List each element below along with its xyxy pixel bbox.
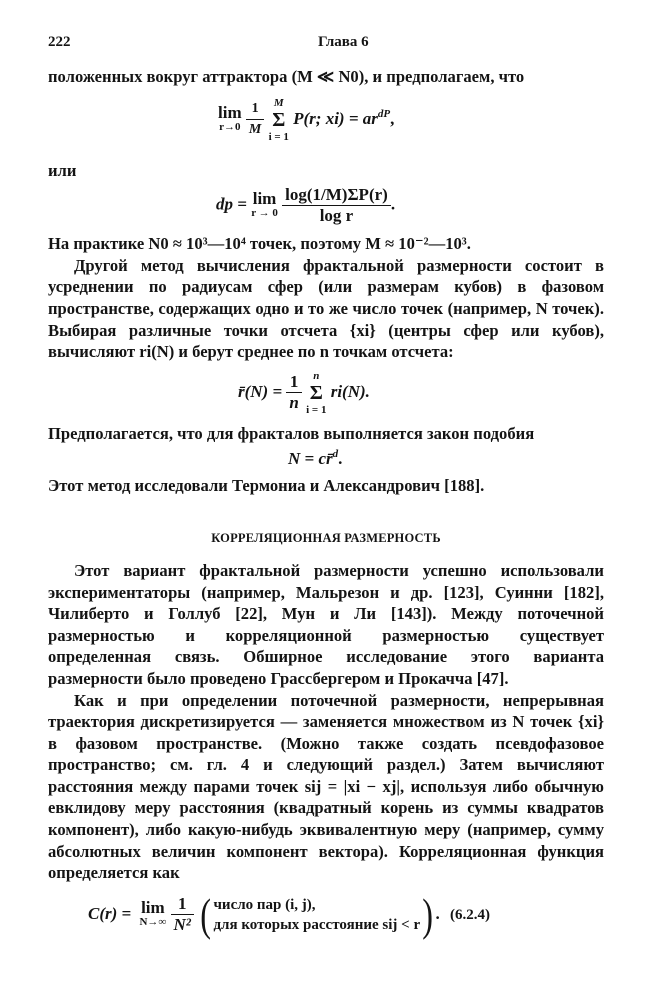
eq1-sum-top: M bbox=[273, 96, 284, 109]
eq5-line2: для которых расстояние sij < r bbox=[213, 916, 421, 933]
equation-3 bbox=[238, 369, 604, 421]
equation-5: C(r) = lim N→∞ $\frac{1}{\text{N²}}$ ( число пар (i, j), для которых расстояние sij < r ) . (6.2.4) bbox=[88, 888, 490, 940]
eq5-lim-sub: N→∞ bbox=[139, 915, 167, 928]
eq3-sum-top: n bbox=[313, 369, 320, 382]
eq1-lim: lim bbox=[218, 102, 242, 122]
or-word: или bbox=[48, 160, 77, 180]
eq2-lim-sub: r → 0 bbox=[251, 206, 278, 219]
eq2-tail: . bbox=[390, 194, 396, 214]
eq2-lim: lim bbox=[252, 188, 277, 208]
running-header bbox=[48, 30, 604, 54]
equation-2 bbox=[216, 185, 604, 231]
paragraph-4: Предполагается, что для фракталов выполняется закон подобия bbox=[48, 423, 535, 443]
paragraph-2: На практике N0 ≈ 10³—10⁴ точек, поэтому M ≈ 10⁻²—10³. bbox=[48, 234, 471, 254]
eq2-den: log r bbox=[319, 206, 354, 226]
eq4-tail: . bbox=[338, 449, 343, 469]
eq5-line1: число пар (i, j), bbox=[213, 896, 316, 913]
eq1-sum-bot: i = 1 bbox=[268, 130, 289, 143]
page-number: 222 bbox=[48, 34, 71, 50]
eq4-text: N = cr̄ bbox=[288, 449, 333, 469]
chapter-title: Глава 6 bbox=[318, 34, 369, 50]
eq3-sum: Σ bbox=[309, 381, 323, 404]
eq2-lhs: dp = bbox=[216, 194, 247, 214]
paragraph-7: Как и при определении поточечной размерности, непрерывная траектория дискретизируется — заменяется множеством из N точек {xi} в фазовом пространстве. (Можно также создать псевдофазовое пространство; см. гл. 4 и следующий раздел.) Затем вычисляют расстояния между парами точек sij = |xi − xj|, используя либо обычную евклидову меру расстояния (квадратный корень из суммы квадратов компонент), либо какую-нибудь эквивалентную меру (например, сумму абсолютных величин компонент вектора). Корреляционная функция определяется как bbox=[48, 690, 604, 883]
eq3-den: n bbox=[289, 393, 299, 413]
eq5-lim: lim bbox=[141, 897, 165, 917]
eq1-body: P(r; xi) = ar bbox=[293, 108, 378, 128]
equation-4 bbox=[288, 448, 604, 469]
eq4-exp: d bbox=[332, 448, 339, 461]
eq1-lim-sub: r→0 bbox=[219, 120, 241, 133]
paragraph-6: Этот вариант фрактальной размерности успешно использовали экспериментаторы (например, Мальрезон и др. [123], Суинни [182], Чилиберто и Голлуб [22], Мун и Ли [143]). Между поточечной размерностью и корреляционной размерностью существует определенная связь. Обширное исследование этого варианта размерности было проведено Грассбергером и Прокачча [47]. bbox=[48, 560, 604, 688]
eq2-num: log(1/M)ΣP(r) bbox=[282, 185, 391, 206]
eq3-lhs: r̄(N) = bbox=[238, 381, 283, 401]
section-title: КОРРЕЛЯЦИОННАЯ РАЗМЕРНОСТЬ bbox=[211, 530, 441, 545]
eq3-num: 1 bbox=[286, 372, 301, 393]
eq5-num: 1 bbox=[171, 894, 194, 915]
eq3-sum-bot: i = 1 bbox=[306, 403, 327, 416]
eq1-den: M bbox=[248, 122, 262, 138]
eq3-body: ri(N). bbox=[330, 381, 370, 401]
equation-1 bbox=[218, 96, 604, 156]
paragraph-5: Этот метод исследовали Термониа и Александрович [188]. bbox=[48, 476, 485, 496]
paragraph-1: положенных вокруг аттрактора (M ≪ N0), и предполагаем, что bbox=[48, 67, 525, 86]
eq1-sum: Σ bbox=[272, 108, 286, 131]
eq1-tail: , bbox=[390, 108, 395, 128]
page bbox=[48, 30, 604, 948]
paragraph-3: Другой метод вычисления фрактальной размерности состоит в усреднении по радиусам сфер (или размерам кубов) в фазовом пространстве, содержащих одно и то же число точек (например, N точек). Выбирая различные точки отсчета {xi} (центры сфер или кубов), вычисляют ri(N) и берут среднее по n точкам отсчета: bbox=[48, 255, 604, 362]
eq5-den: N² bbox=[173, 915, 191, 935]
eq1-num: 1 bbox=[246, 99, 264, 120]
eq5-tail: . bbox=[435, 903, 440, 923]
eq5-lhs: C(r) = bbox=[88, 903, 132, 923]
equation-label: (6.2.4) bbox=[449, 906, 490, 923]
eq1-exp: dP bbox=[377, 107, 391, 120]
